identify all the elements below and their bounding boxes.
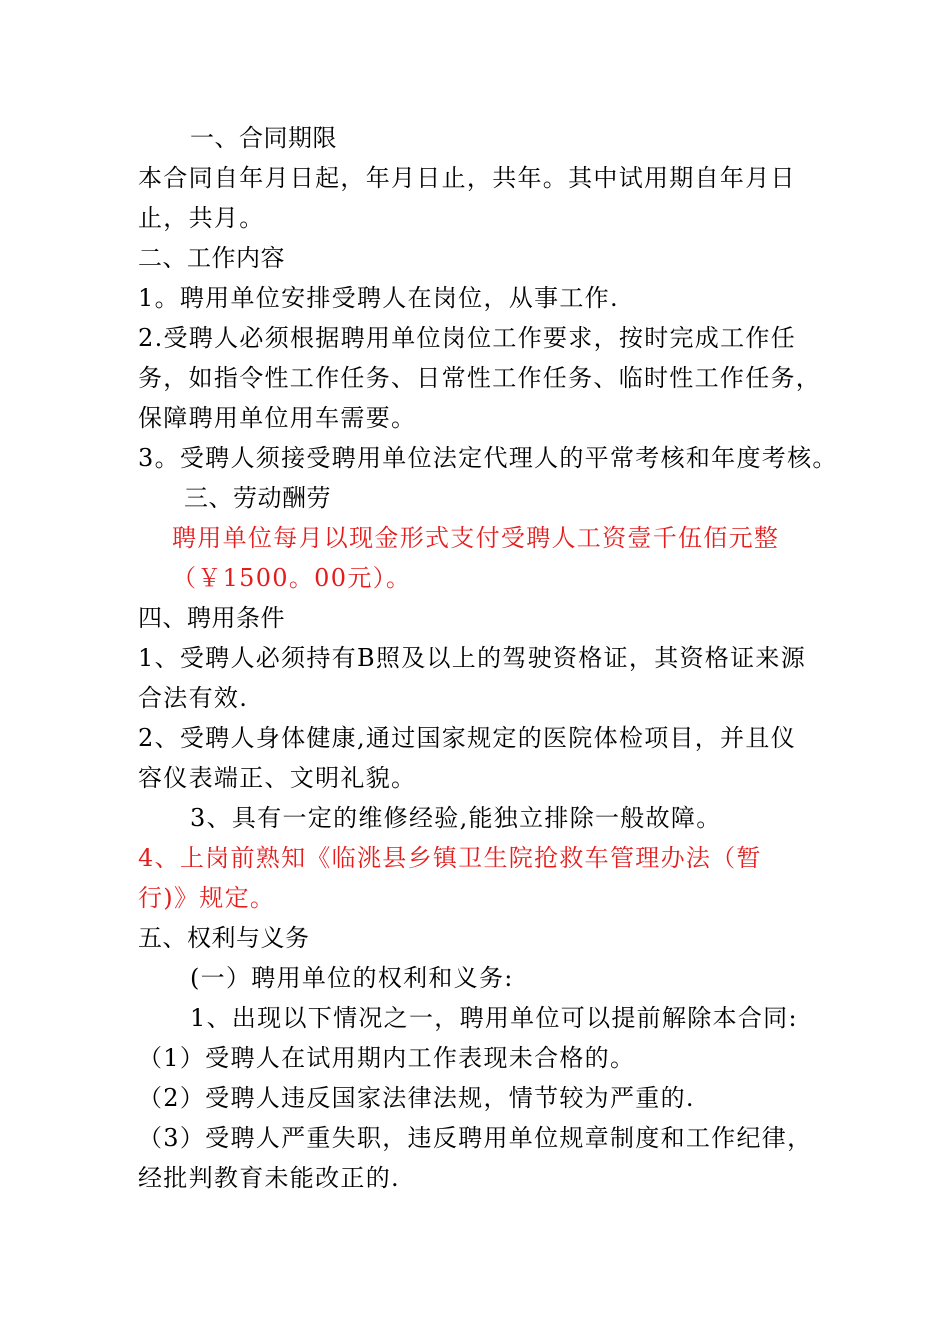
paragraph-line: （1）受聘人在试用期内工作表现未合格的。 bbox=[138, 1044, 636, 1072]
paragraph-line: 2、受聘人身体健康,通过国家规定的医院体检项目，并且仪 bbox=[138, 724, 796, 752]
paragraph-line: 合法有效. bbox=[138, 684, 249, 712]
paragraph-line: 容仪表端正、文明礼貌。 bbox=[138, 764, 417, 792]
section-heading-work-content: 二、工作内容 bbox=[138, 244, 285, 272]
paragraph-line: 保障聘用单位用车需要。 bbox=[138, 404, 417, 432]
paragraph-line: （3）受聘人严重失职，违反聘用单位规章制度和工作纪律， bbox=[138, 1124, 813, 1152]
paragraph-line: 1。聘用单位安排受聘人在岗位，从事工作. bbox=[138, 284, 619, 312]
paragraph-line-highlight: 行)》规定。 bbox=[138, 884, 276, 912]
paragraph-line: 1、出现以下情况之一，聘用单位可以提前解除本合同: bbox=[190, 1004, 798, 1032]
paragraph-line-highlight: 4、上岗前熟知《临洮县乡镇卫生院抢救车管理办法（暂 bbox=[138, 844, 762, 872]
paragraph-line: 务，如指令性工作任务、日常性工作任务、临时性工作任务， bbox=[138, 364, 822, 392]
paragraph-line: 3。受聘人须接受聘用单位法定代理人的平常考核和年度考核。 bbox=[138, 444, 838, 472]
section-heading-conditions: 四、聘用条件 bbox=[138, 604, 285, 632]
paragraph-line: 2.受聘人必须根据聘用单位岗位工作要求，按时完成工作任 bbox=[138, 324, 796, 352]
paragraph-line: 3、具有一定的维修经验,能独立排除一般故障。 bbox=[190, 804, 722, 832]
paragraph-line: （2）受聘人违反国家法律法规，情节较为严重的. bbox=[138, 1084, 695, 1112]
paragraph-line: 本合同自年月日起，年月日止，共年。其中试用期自年月日 bbox=[138, 164, 796, 192]
paragraph-line: 1、受聘人必须持有B照及以上的驾驶资格证，其资格证来源 bbox=[138, 644, 807, 672]
paragraph-line-highlight: （￥1500。00元）。 bbox=[172, 564, 412, 592]
section-heading-contract-term: 一、合同期限 bbox=[190, 124, 337, 152]
section-heading-remuneration: 三、劳动酬劳 bbox=[184, 484, 331, 512]
section-heading-rights-obligations: 五、权利与义务 bbox=[138, 924, 310, 952]
paragraph-line: 止，共月。 bbox=[138, 204, 265, 232]
paragraph-line: 经批判教育未能改正的. bbox=[138, 1164, 400, 1192]
paragraph-line: (一）聘用单位的权利和义务: bbox=[190, 964, 514, 992]
paragraph-line-highlight: 聘用单位每月以现金形式支付受聘人工资壹千伍佰元整 bbox=[172, 524, 780, 552]
